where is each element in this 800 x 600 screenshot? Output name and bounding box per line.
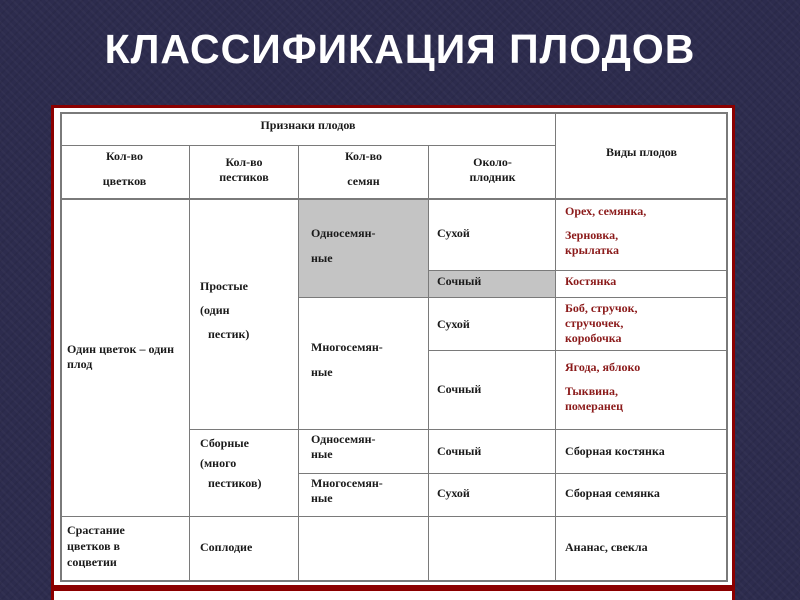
cell-juicy-1: Сочный bbox=[437, 274, 482, 288]
header-fruit-types: Виды плодов bbox=[606, 145, 677, 159]
cell-dry-3: Сухой bbox=[437, 486, 470, 500]
header-pericarp-line1: Около- bbox=[473, 155, 512, 169]
cell-fusion-line2: цветков в bbox=[67, 539, 121, 553]
cell-single-seed bbox=[306, 224, 428, 268]
hline-sub-header bbox=[60, 145, 556, 146]
vline-seeds bbox=[428, 145, 429, 582]
cell-aggregate-line1: Сборные bbox=[200, 436, 249, 450]
cell-juicy-3: Сочный bbox=[437, 444, 482, 458]
cell-type-berry-line2: Тыквина, bbox=[565, 384, 618, 398]
hline-header-bottom bbox=[60, 198, 728, 200]
cell-type-nut-line2: Зерновка, bbox=[565, 228, 619, 242]
cell-type-berry-line1: Ягода, яблоко bbox=[565, 360, 641, 374]
hline-bottom bbox=[60, 580, 728, 582]
header-flowers bbox=[60, 147, 189, 191]
cell-one-flower-one-fruit: Один цветок – один плод bbox=[67, 342, 174, 371]
slide-title: КЛАССИФИКАЦИЯ ПЛОДОВ bbox=[104, 26, 696, 72]
cell-type-bean-line1: Боб, стручок, bbox=[565, 301, 638, 315]
vline-pistils bbox=[298, 145, 299, 582]
header-seeds bbox=[299, 147, 428, 191]
hline-top bbox=[60, 112, 728, 114]
header-flowers-line1: Кол-во bbox=[105, 149, 144, 163]
cell-infructescence: Соплодие bbox=[200, 540, 253, 554]
cell-simple-line1: Простые bbox=[200, 279, 248, 293]
cell-aggregate bbox=[195, 434, 298, 493]
header-pericarp bbox=[429, 153, 556, 187]
vline-flowers bbox=[189, 145, 190, 582]
cell-agg-multi-seed-line1: Многосемян- bbox=[311, 476, 383, 490]
cell-aggregate-line2: (много bbox=[200, 456, 237, 470]
cell-simple bbox=[195, 276, 298, 344]
hline-row-single-end bbox=[298, 297, 728, 298]
cell-simple-line3: пестик) bbox=[208, 327, 250, 341]
cell-juicy-2: Сочный bbox=[437, 382, 482, 396]
cell-type-nut bbox=[560, 202, 726, 260]
header-pericarp-line2: плодник bbox=[469, 170, 516, 184]
hline-row-multi-mid bbox=[428, 350, 728, 351]
cell-agg-multi-seed bbox=[306, 474, 428, 508]
cell-simple-line2: (один bbox=[200, 303, 230, 317]
vline-right bbox=[726, 112, 728, 582]
cell-agg-single-seed-line1: Односемян- bbox=[311, 432, 376, 446]
cell-type-agg-achene: Сборная семянка bbox=[565, 486, 660, 500]
cell-single-seed-line2: ные bbox=[311, 251, 333, 265]
header-seeds-line2: семян bbox=[347, 174, 380, 188]
header-seeds-line1: Кол-во bbox=[344, 149, 383, 163]
cell-agg-multi-seed-line2: ные bbox=[311, 491, 333, 505]
cell-agg-single-seed-line2: ные bbox=[311, 447, 333, 461]
cell-type-drupe: Костянка bbox=[565, 274, 617, 288]
cell-agg-single-seed bbox=[306, 430, 428, 464]
cell-type-berry bbox=[560, 358, 726, 416]
cell-type-bean-line2: стручочек, bbox=[565, 316, 624, 330]
cell-single-seed-line1: Односемян- bbox=[311, 226, 376, 240]
cell-fusion-line1: Срастание bbox=[67, 523, 125, 537]
header-pistils-line2: пестиков bbox=[219, 170, 269, 184]
header-flowers-line2: цветков bbox=[102, 174, 147, 188]
cell-type-pineapple: Ананас, свекла bbox=[565, 540, 648, 554]
header-pistils-line1: Кол-во bbox=[225, 155, 263, 169]
cell-type-bean bbox=[560, 299, 726, 348]
header-pistils bbox=[190, 153, 298, 187]
header-features: Признаки плодов bbox=[260, 118, 356, 132]
cell-fusion bbox=[62, 520, 189, 572]
cell-type-nut-line3: крылатка bbox=[565, 243, 620, 257]
cell-type-bean-line3: коробочка bbox=[565, 331, 622, 345]
table-frame-bottom bbox=[51, 588, 735, 600]
cell-dry-1: Сухой bbox=[437, 226, 470, 240]
cell-type-agg-drupe: Сборная костянка bbox=[565, 444, 665, 458]
cell-dry-2: Сухой bbox=[437, 317, 470, 331]
cell-type-berry-line3: померанец bbox=[565, 399, 624, 413]
cell-aggregate-line3: пестиков) bbox=[208, 476, 262, 490]
hline-row-aggregate bbox=[189, 429, 728, 430]
hline-row-kostyanka bbox=[428, 270, 728, 271]
cell-type-nut-line1: Орех, семянка, bbox=[565, 204, 647, 218]
cell-fusion-line3: соцветии bbox=[67, 555, 117, 569]
cell-multi-seed-line2: ные bbox=[311, 365, 333, 379]
hline-row-fusion bbox=[60, 516, 728, 517]
cell-multi-seed-line1: Многосемян- bbox=[311, 340, 383, 354]
cell-multi-seed bbox=[306, 338, 428, 382]
